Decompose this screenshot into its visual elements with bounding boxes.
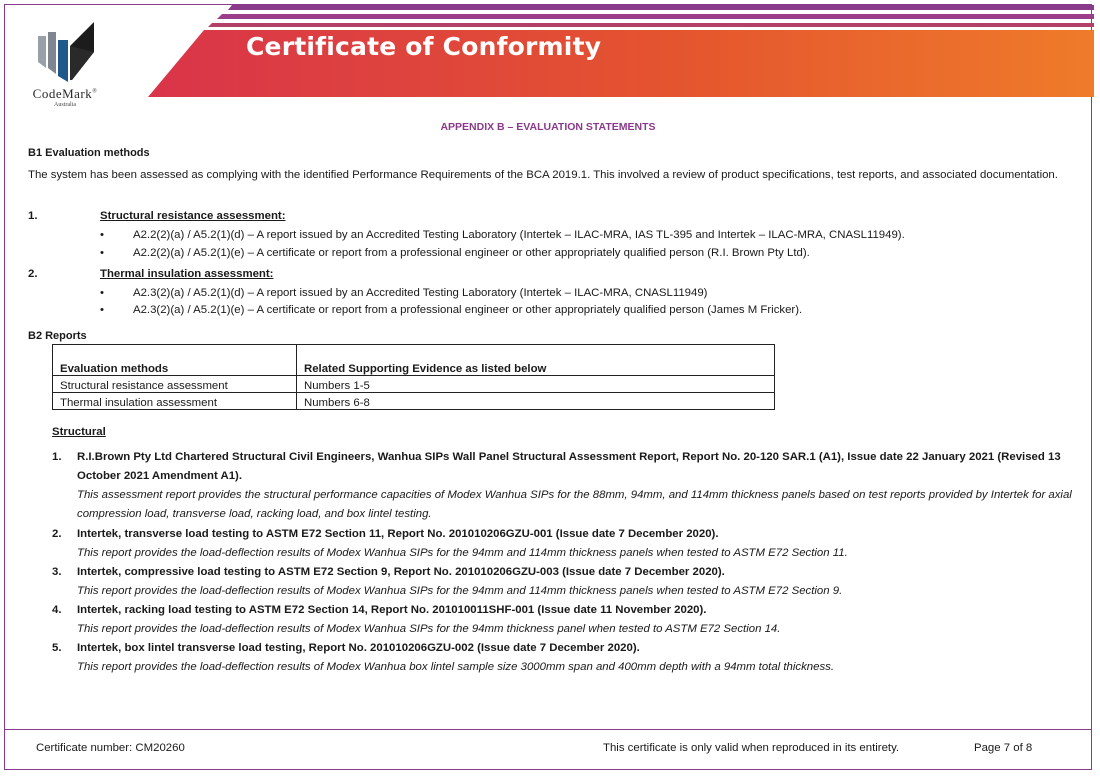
- table-cell: Numbers 6-8: [297, 393, 775, 410]
- reference-number: 1.: [52, 451, 62, 463]
- footer-divider: [4, 729, 1092, 730]
- table-header-cell: Related Supporting Evidence as listed below: [297, 345, 775, 376]
- reference-item: [52, 601, 1072, 639]
- b1-intro: The system has been assessed as complying with the identified Performance Requirements of the BCA 2019.1. This involved a review of product specifications, test reports, and associated documentation.: [28, 169, 1058, 181]
- reference-description: This report provides the load-deflection results of Modex Wanhua SIPs for the 94mm and 114mm thickness panels when tested to ASTM E72 Section 9.: [77, 585, 843, 597]
- structural-subheading: Structural: [52, 426, 106, 438]
- logo-wordmark: CodeMark®: [32, 86, 98, 101]
- b2-heading: B2 Reports: [28, 330, 87, 342]
- reference-number: 4.: [52, 604, 62, 616]
- evaluation-table: [52, 344, 775, 410]
- reference-item: [52, 639, 1072, 677]
- method-number: 1.: [28, 210, 38, 222]
- reference-description: This report provides the load-deflection results of Modex Wanhua SIPs for the 94mm and 114mm thickness panels when tested to ASTM E72 Section 11.: [77, 547, 848, 559]
- reference-number: 2.: [52, 528, 62, 540]
- footer-certificate-number: Certificate number: CM20260: [36, 742, 185, 754]
- reference-title: Intertek, racking load testing to ASTM E72 Section 14, Report No. 201010011SHF-001 (Issue date 11 November 2020).: [77, 604, 707, 616]
- reference-description: This report provides the load-deflection results of Modex Wanhua box lintel sample size 3000mm span and 400mm depth with a 94mm total thickness.: [77, 661, 835, 673]
- bullet-icon: •: [100, 247, 104, 259]
- bullet-icon: •: [100, 304, 104, 316]
- reference-item: [52, 563, 1072, 601]
- table-cell: Structural resistance assessment: [53, 376, 297, 393]
- reference-title: Intertek, transverse load testing to ASTM E72 Section 11, Report No. 201010206GZU-001 (Issue date 7 December 2020).: [77, 528, 719, 540]
- footer-page-number: Page 7 of 8: [974, 742, 1033, 754]
- reference-item: [52, 448, 1072, 524]
- appendix-title: APPENDIX B – EVALUATION STATEMENTS: [440, 121, 656, 133]
- table-header-cell: Evaluation methods: [53, 345, 297, 376]
- reference-title: R.I.Brown Pty Ltd Chartered Structural Civil Engineers, Wanhua SIPs Wall Panel Structural Assessment Report, Report No. 20-120 SAR.1 (A1), Issue date 22 January 2021 (Revised 13 October 2021 Amendment A1).: [77, 451, 1061, 482]
- table-row: [53, 376, 775, 393]
- codemark-logo-icon: [34, 22, 96, 84]
- method-title: Structural resistance assessment:: [100, 210, 286, 222]
- table-cell: Numbers 1-5: [297, 376, 775, 393]
- codemark-logo: [22, 22, 112, 117]
- table-header-row: [53, 345, 775, 376]
- reference-description: This report provides the load-deflection results of Modex Wanhua SIPs for the 94mm thickness panel when tested to ASTM E72 Section 14.: [77, 623, 781, 635]
- b1-heading: B1 Evaluation methods: [28, 147, 150, 159]
- logo-subtitle: Australia: [54, 102, 76, 108]
- table-cell: Thermal insulation assessment: [53, 393, 297, 410]
- table-row: [53, 393, 775, 410]
- method-title: Thermal insulation assessment:: [100, 268, 274, 280]
- reference-description: This assessment report provides the structural performance capacities of Modex Wanhua SIPs for the 88mm, 94mm, and 114mm thickness panels based on test reports provided by Intertek for axial compression load, transverse load, racking load, and box lintel testing.: [77, 489, 1072, 520]
- reference-item: [52, 525, 1072, 563]
- certificate-title: Certificate of Conformity: [246, 32, 602, 61]
- bullet-icon: •: [100, 229, 104, 241]
- bullet-icon: •: [100, 287, 104, 299]
- reference-title: Intertek, box lintel transverse load testing, Report No. 201010206GZU-002 (Issue date 7 December 2020).: [77, 642, 640, 654]
- reference-number: 5.: [52, 642, 62, 654]
- method-number: 2.: [28, 268, 38, 280]
- footer-validity-note: This certificate is only valid when reproduced in its entirety.: [603, 742, 900, 754]
- reference-title: Intertek, compressive load testing to ASTM E72 Section 9, Report No. 201010206GZU-003 (Issue date 7 December 2020).: [77, 566, 725, 578]
- reference-number: 3.: [52, 566, 62, 578]
